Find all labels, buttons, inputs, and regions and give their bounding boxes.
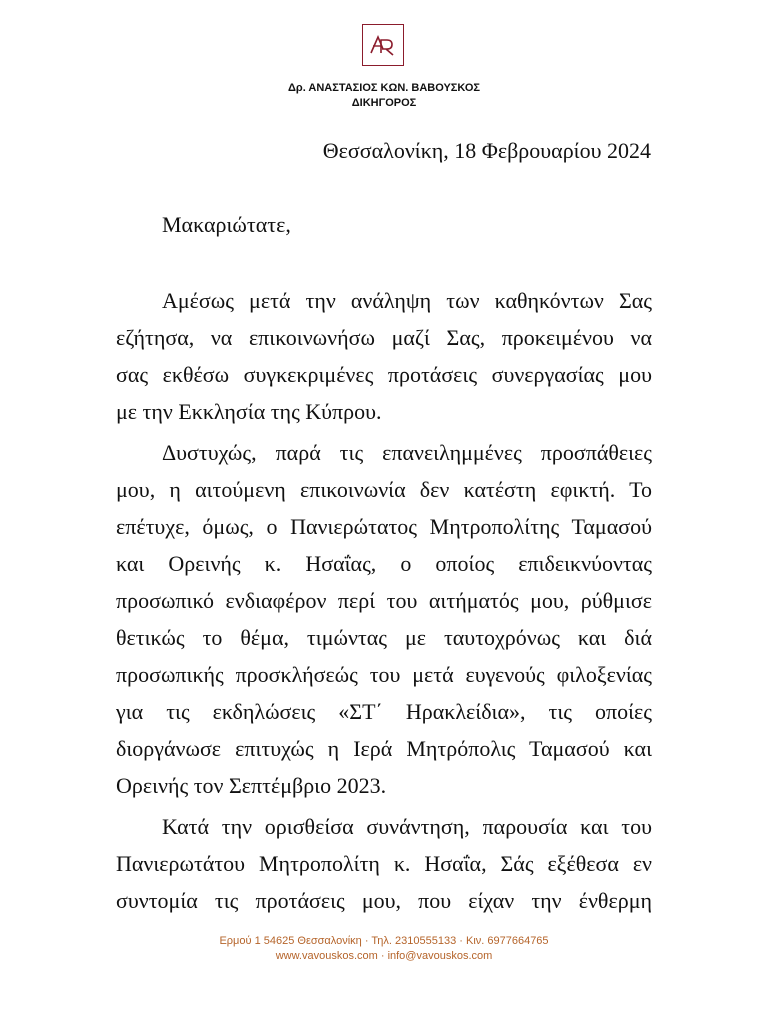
law-office-logo [362,24,404,66]
body-line: θετικώς το θέμα, τιμώντας με ταυτοχρόνως και διά [116,625,652,650]
body-line: και Ορεινής κ. Ησαΐας, ο οποίος επιδεικνύοντας [116,551,652,576]
body-line: σας εκθέσω συγκεκριμένες προτάσεις συνεργασίας μου [116,362,652,387]
body-line: Δυστυχώς, παρά τις επανειλημμένες προσπάθειες [162,440,652,465]
footer-web: www.vavouskos.com · info@vavouskos.com [275,950,493,962]
body-line: προσωπικής προσκλήσεώς του μετά ευγενούς φιλοξενίας [116,662,652,687]
body-line: μου, η αιτούμενη επικοινωνία δεν κατέστη εφικτή. Το [116,477,652,502]
body-line: εζήτησα, να επικοινωνήσω μαζί Σας, προκειμένου να [116,325,652,350]
monogram-icon [363,25,403,65]
body-line: προσωπικό ενδιαφέρον περί του αιτήματός μου, ρύθμισε [116,588,652,613]
body-line: Αμέσως μετά την ανάληψη των καθηκόντων Σας [162,288,652,313]
footer-address: Ερμού 1 54625 Θεσσαλονίκη · Τηλ. 2310555133 · Κιν. 6977664765 [219,935,549,947]
body-line: Ορεινής τον Σεπτέμβριο 2023. [116,773,387,798]
body-line: διοργάνωσε επιτυχώς η Ιερά Μητρόπολις Ταμασού και [116,736,652,761]
letter-date: Θεσσαλονίκη, 18 Φεβρουαρίου 2024 [322,138,651,163]
body-line: Κατά την ορισθείσα συνάντηση, παρουσία και του [162,814,652,839]
letterhead-name: Δρ. ΑΝΑΣΤΑΣΙΟΣ ΚΩΝ. ΒΑΒΟΥΣΚΟΣ [287,82,480,94]
body-line: επέτυχε, όμως, ο Πανιερώτατος Μητροπολίτης Ταμασού [116,514,652,539]
salutation: Μακαριώτατε, [162,212,291,237]
body-line: με την Εκκλησία της Κύπρου. [116,399,382,424]
body-line: Πανιερωτάτου Μητροπολίτη κ. Ησαΐα, Σάς εξέθεσα εν [116,851,652,876]
letterhead-title: ΔΙΚΗΓΟΡΟΣ [351,97,417,109]
body-line: για τις εκδηλώσεις «ΣΤ΄ Ηρακλείδια», τις οποίες [116,699,652,724]
body-line: συντομία τις προτάσεις μου, που είχαν την ένθερμη [116,888,652,913]
